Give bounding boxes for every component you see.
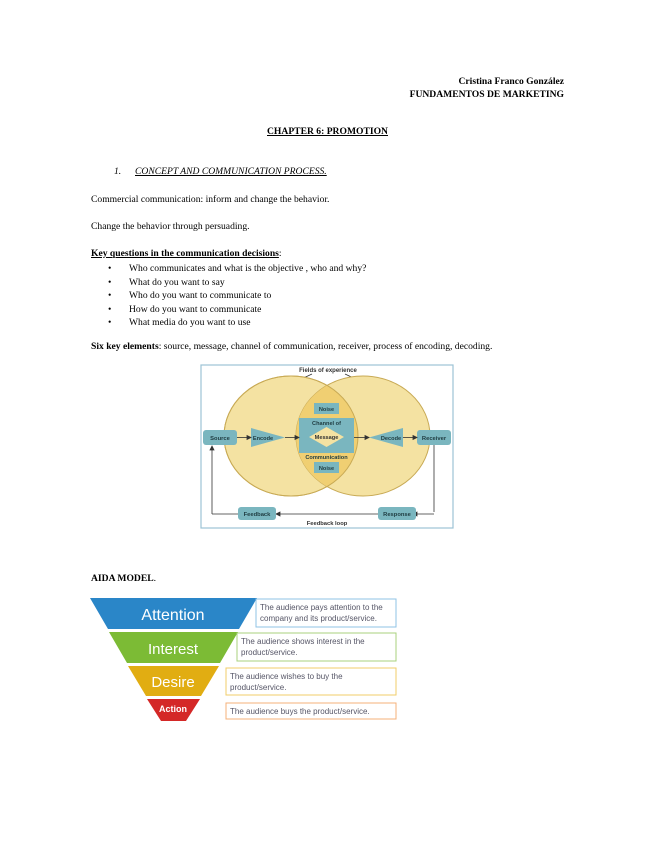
paragraph-change-behavior: Change the behavior through persuading. (91, 221, 250, 232)
channel-label-line1: Channel of (312, 421, 341, 427)
interest-description-line2: product/service. (241, 648, 298, 657)
feedback-loop-label: Feedback loop (306, 521, 348, 527)
aida-heading: AIDA MODEL. (91, 573, 157, 584)
encode-label: Encode (252, 436, 274, 442)
list-item: • Who communicates and what is the objective , who and why? (108, 263, 367, 274)
key-questions-heading: Key questions in the communication decisions: (91, 248, 282, 259)
communication-process-diagram (200, 364, 455, 530)
attention-description-line1: The audience pays attention to the (260, 603, 383, 612)
course-title: FUNDAMENTOS DE MARKETING (409, 89, 564, 100)
desire-description-line1: The audience wishes to buy the (230, 672, 343, 681)
source-label: Source (210, 436, 230, 442)
list-item: • Who do you want to communicate to (108, 290, 272, 302)
response-label: Response (383, 512, 411, 518)
noise-top-label: Noise (318, 407, 335, 413)
fields-of-experience-label: Fields of experience (299, 368, 357, 374)
interest-description-line1: The audience shows interest in the (241, 637, 365, 646)
list-item: • What do you want to say (108, 276, 225, 288)
message-label: Message (314, 435, 339, 441)
chapter-title: CHAPTER 6: PROMOTION (267, 126, 388, 137)
interest-label: Interest (147, 641, 199, 658)
desire-description-line2: product/service. (230, 683, 287, 692)
feedback-label: Feedback (243, 512, 271, 518)
key-questions-list (108, 262, 366, 330)
attention-description-line2: company and its product/service. (260, 614, 377, 623)
desire-label: Desire (151, 674, 195, 691)
section-title: CONCEPT AND COMMUNICATION PROCESS. (135, 166, 327, 177)
aida-funnel (90, 597, 400, 723)
noise-bottom-label: Noise (318, 466, 335, 472)
decode-label: Decode (380, 436, 402, 442)
six-key-elements: Six key elements: source, message, channel of communication, receiver, process of encoding, decoding. (91, 341, 493, 352)
list-item: • How do you want to communicate (108, 303, 262, 315)
paragraph-commercial-communication: Commercial communication: inform and change the behavior. (91, 194, 330, 205)
list-item: • What media do you want to use (108, 317, 251, 329)
section-number: 1. (114, 166, 122, 177)
author-name: Cristina Franco González (458, 76, 564, 87)
receiver-label: Receiver (421, 436, 447, 442)
channel-label-line2: Communication (305, 455, 348, 461)
action-label: Action (159, 704, 187, 714)
action-description-line1: The audience buys the product/service. (230, 707, 370, 716)
attention-label: Attention (141, 607, 205, 624)
